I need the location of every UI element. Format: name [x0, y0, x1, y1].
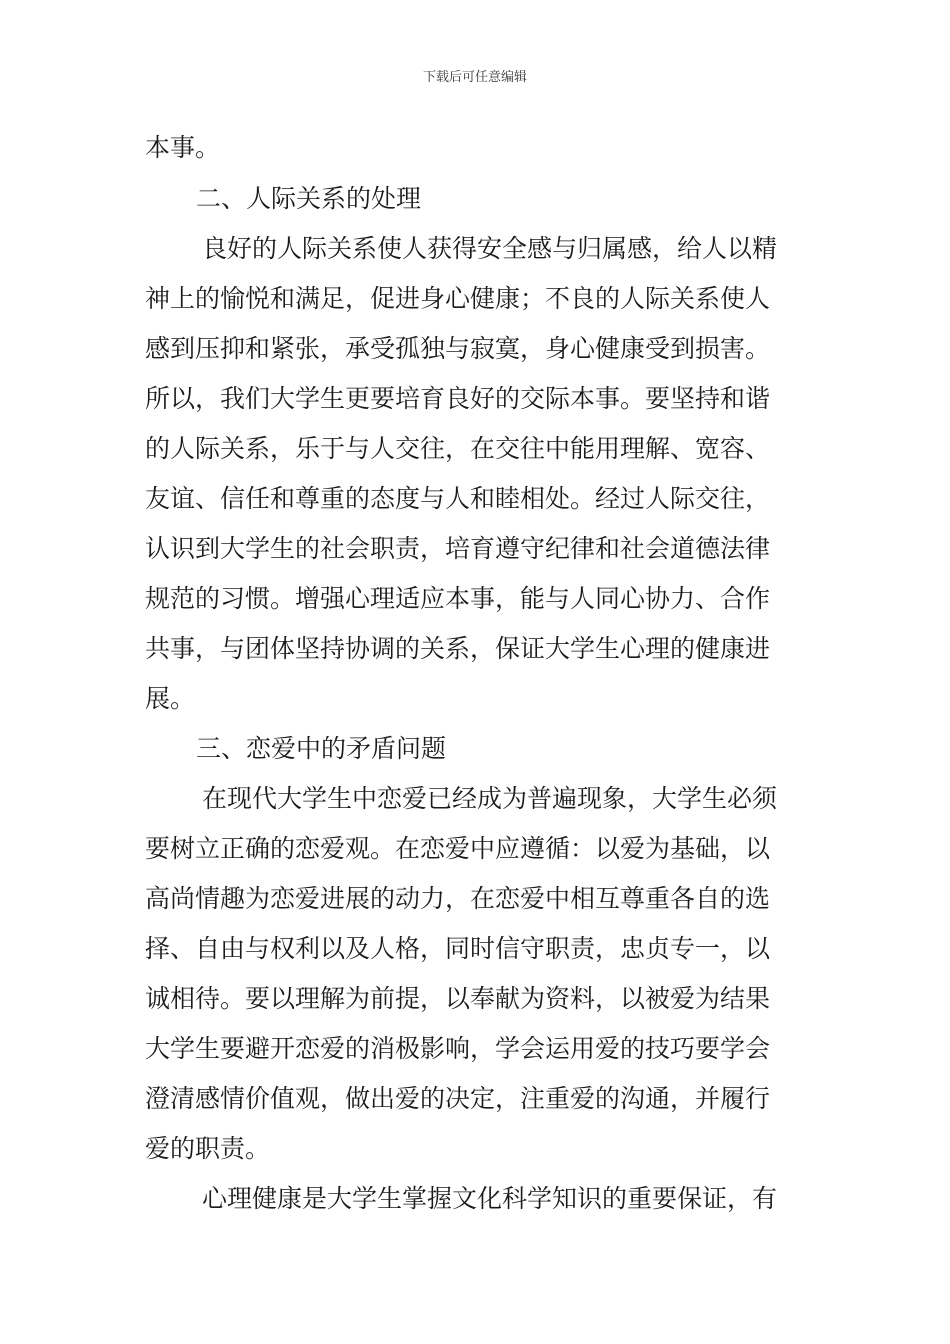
text-line: 高尚情趣为恋爱进展的动力，在恋爱中相互尊重各自的选 [145, 884, 771, 913]
text-line: 大学生要避开恋爱的消极影响，学会运用爱的技巧要学会 [145, 1034, 771, 1063]
section-heading: 三、恋爱中的矛盾问题 [196, 734, 447, 763]
text-line: 神上的愉悦和满足，促进身心健康；不良的人际关系使人 [145, 284, 771, 313]
text-line: 感到压抑和紧张，承受孤独与寂寞，身心健康受到损害。 [145, 334, 771, 363]
text-line: 澄清感情价值观，做出爱的决定，注重爱的沟通，并履行 [145, 1084, 771, 1113]
text-line: 展。 [145, 684, 196, 713]
text-line: 规范的习惯。增强心理适应本事，能与人同心协力、合作 [145, 584, 771, 613]
text-line: 爱的职责。 [145, 1134, 271, 1163]
text-line: 本事。 [145, 133, 221, 162]
text-line: 要树立正确的恋爱观。在恋爱中应遵循：以爱为基础，以 [145, 834, 771, 863]
text-line: 认识到大学生的社会职责，培育遵守纪律和社会道德法律 [145, 534, 771, 563]
text-line: 良好的人际关系使人获得安全感与归属感，给人以精 [202, 234, 778, 263]
text-line: 所以，我们大学生更要培育良好的交际本事。要坚持和谐 [145, 384, 771, 413]
header-note: 下载后可任意编辑 [422, 70, 527, 85]
text-line: 在现代大学生中恋爱已经成为普遍现象，大学生必须 [202, 784, 778, 813]
section-heading: 二、人际关系的处理 [196, 184, 422, 213]
text-line: 共事，与团体坚持协调的关系，保证大学生心理的健康进 [145, 634, 771, 663]
text-line: 的人际关系，乐于与人交往，在交往中能用理解、宽容、 [145, 434, 771, 463]
text-line: 心理健康是大学生掌握文化科学知识的重要保证，有 [202, 1184, 778, 1213]
text-line: 诚相待。要以理解为前提，以奉献为资料，以被爱为结果 [145, 984, 771, 1013]
text-line: 择、自由与权利以及人格，同时信守职责，忠贞专一，以 [145, 934, 771, 963]
text-line: 友谊、信任和尊重的态度与人和睦相处。经过人际交往， [145, 484, 771, 513]
